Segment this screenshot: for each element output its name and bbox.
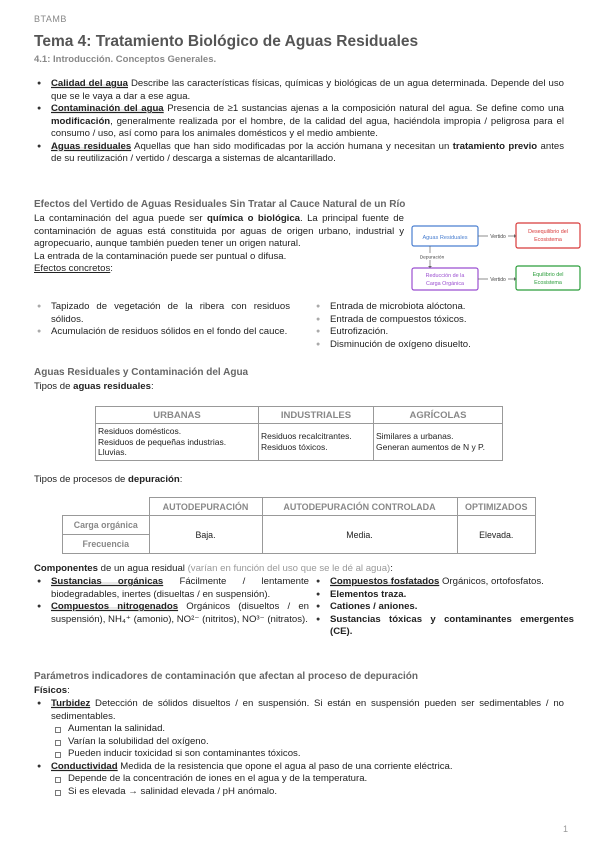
components-list-left bbox=[34, 576, 309, 626]
box-equilibrio bbox=[516, 266, 580, 290]
types-label: Tipos de aguas residuales: bbox=[34, 381, 154, 392]
components-label: Componentes de un agua residual (varían en función del uso que se le dé al agua): bbox=[34, 563, 393, 574]
table-cell: Media. bbox=[262, 516, 457, 554]
effects-list-right bbox=[313, 301, 573, 351]
list-item: ● Entrada de compuestos tóxicos. bbox=[313, 314, 573, 327]
turbidez-sublist bbox=[51, 723, 564, 761]
table-row bbox=[96, 424, 503, 461]
list-item: ● Turbidez Detección de sólidos disueltos / en suspensión. Si están en suspensión pueden ser sedimentables / no sedimentables. Aumentan la salinidad. Varían la solubilidad del oxígeno. Pueden inducir toxicidad si son contaminantes tóxicos. bbox=[34, 698, 564, 761]
col-header: AUTODEPURACIÓN bbox=[149, 498, 262, 516]
col-header: URBANAS bbox=[96, 407, 259, 424]
list-item: ● Sustancias orgánicas Fácilmente / lentamente biodegradables, inertes (disueltas / en suspensión). bbox=[34, 576, 309, 601]
section-heading-aguas: Aguas Residuales y Contaminación del Agua bbox=[34, 367, 249, 378]
intro-definitions bbox=[34, 78, 564, 166]
box-desequilibrio bbox=[516, 223, 580, 248]
col-header: INDUSTRIALES bbox=[259, 407, 374, 424]
row-header: Carga orgánica bbox=[63, 516, 150, 535]
list-item: ● Tapizado de vegetación de la ribera con residuos sólidos. bbox=[34, 301, 290, 326]
list-item: ● Calidad del agua Describe las características físicas, químicas y biológicas de un agua determinada. Depende del uso que se le vaya a dar a ese agua. bbox=[34, 78, 564, 103]
conductividad-sublist bbox=[51, 773, 564, 798]
svg-text:Aguas Residuales: Aguas Residuales bbox=[422, 235, 468, 241]
svg-text:Depuración: Depuración bbox=[419, 255, 445, 261]
fisicos-label: Físicos: bbox=[34, 685, 70, 696]
table-cell: Elevada. bbox=[457, 516, 536, 554]
list-item: Depende de la concentración de iones en el agua y de la temperatura. bbox=[51, 773, 564, 786]
svg-text:Desequilibrio del: Desequilibrio del bbox=[528, 229, 568, 235]
list-item: Si es elevada → salinidad elevada / pH anómalo. bbox=[51, 786, 564, 799]
effects-list-left bbox=[34, 301, 290, 339]
list-item: Aumentan la salinidad. bbox=[51, 723, 564, 736]
process-types-label: Tipos de procesos de depuración: bbox=[34, 474, 183, 485]
list-item: ● Eutrofización. bbox=[313, 326, 573, 339]
components-list-right bbox=[313, 576, 574, 639]
section-subtitle: 4.1: Introducción. Conceptos Generales. bbox=[34, 54, 217, 65]
list-item: ● Acumulación de residuos sólidos en el fondo del cauce. bbox=[34, 326, 290, 339]
list-item: ● Compuestos fosfatados Orgánicos, ortofosfatos. bbox=[313, 576, 574, 589]
table-cell: Baja. bbox=[149, 516, 262, 554]
page-number: 1 bbox=[562, 824, 568, 834]
list-item: ● Entrada de microbiota alóctona. bbox=[313, 301, 573, 314]
svg-text:Vertido: Vertido bbox=[490, 277, 506, 283]
svg-text:Ecosistema: Ecosistema bbox=[534, 280, 562, 286]
row-header: Frecuencia bbox=[63, 535, 150, 554]
col-header: AGRÍCOLAS bbox=[374, 407, 503, 424]
list-item: ● Elementos traza. bbox=[313, 589, 574, 602]
svg-text:Reducción de la: Reducción de la bbox=[425, 273, 465, 279]
wastewater-types-table bbox=[95, 406, 503, 461]
table-cell: Residuos recalcitrantes. Residuos tóxicos. bbox=[259, 424, 374, 461]
list-item: ● Contaminación del agua Presencia de ≥1 sustancias ajenas a la composición natural del agua. Se define como una modificación, generalmente realizada por el hombre, de la calidad del agua, haciéndola impropia / peligrosa para el consumo / uso, así como para los animales domésticos y el medio ambiente. bbox=[34, 103, 564, 141]
list-item: ● Conductividad Medida de la resistencia que opone el agua al paso de una corriente eléctrica. Depende de la concentración de iones en el agua y de la temperatura. Si es elevada → salinidad elevada / pH anómalo. bbox=[34, 761, 564, 799]
page-title: Tema 4: Tratamiento Biológico de Aguas Residuales bbox=[34, 33, 419, 50]
list-item: ● Disminución de oxígeno disuelto. bbox=[313, 339, 573, 352]
table-row bbox=[63, 516, 536, 535]
list-item: ● Aguas residuales Aquellas que han sido modificadas por la acción humana y necesitan un tratamiento previo antes de su reutilización / vertido / descarga a sistemas de alcantarillado. bbox=[34, 141, 564, 166]
physical-parameters-list bbox=[34, 698, 564, 798]
contamination-paragraph: La contaminación del agua puede ser química o biológica. La principal fuente de contaminación de aguas está constituida por aguas de origen urbano, industrial y agropecuario, aunque también pueden tener un origen natural. La entrada de la contaminación puede ser puntual o difusa. Efectos concretos: bbox=[34, 213, 404, 274]
svg-text:Equilibrio del: Equilibrio del bbox=[532, 272, 564, 278]
svg-text:Vertido: Vertido bbox=[490, 234, 506, 240]
list-item: Pueden inducir toxicidad si son contaminantes tóxicos. bbox=[51, 748, 564, 761]
table-cell: Similares a urbanas. Generan aumentos de N y P. bbox=[374, 424, 503, 461]
course-header: BTAMB bbox=[34, 14, 67, 24]
table-cell: Residuos domésticos. Residuos de pequeñas industrias. Lluvias. bbox=[96, 424, 259, 461]
col-header: AUTODEPURACIÓN CONTROLADA bbox=[262, 498, 457, 516]
wastewater-flow-diagram bbox=[410, 218, 582, 294]
depuration-processes-table bbox=[62, 497, 536, 554]
list-item: ● Cationes / aniones. bbox=[313, 601, 574, 614]
section-heading-effects: Efectos del Vertido de Aguas Residuales Sin Tratar al Cauce Natural de un Río bbox=[34, 199, 406, 210]
list-item: Varían la solubilidad del oxígeno. bbox=[51, 736, 564, 749]
svg-text:Carga Orgánica: Carga Orgánica bbox=[425, 281, 465, 287]
section-heading-parametros: Parámetros indicadores de contaminación que afectan al proceso de depuración bbox=[34, 671, 418, 682]
list-item: ● Sustancias tóxicas y contaminantes emergentes (CE). bbox=[313, 614, 574, 639]
list-item: ● Compuestos nitrogenados Orgánicos (disueltos / en suspensión), NH₄⁺ (amonio), NO²⁻ (nitritos), NO³⁻ (nitratos). bbox=[34, 601, 309, 626]
col-header: OPTIMIZADOS bbox=[457, 498, 536, 516]
svg-text:Ecosistema: Ecosistema bbox=[534, 237, 562, 243]
